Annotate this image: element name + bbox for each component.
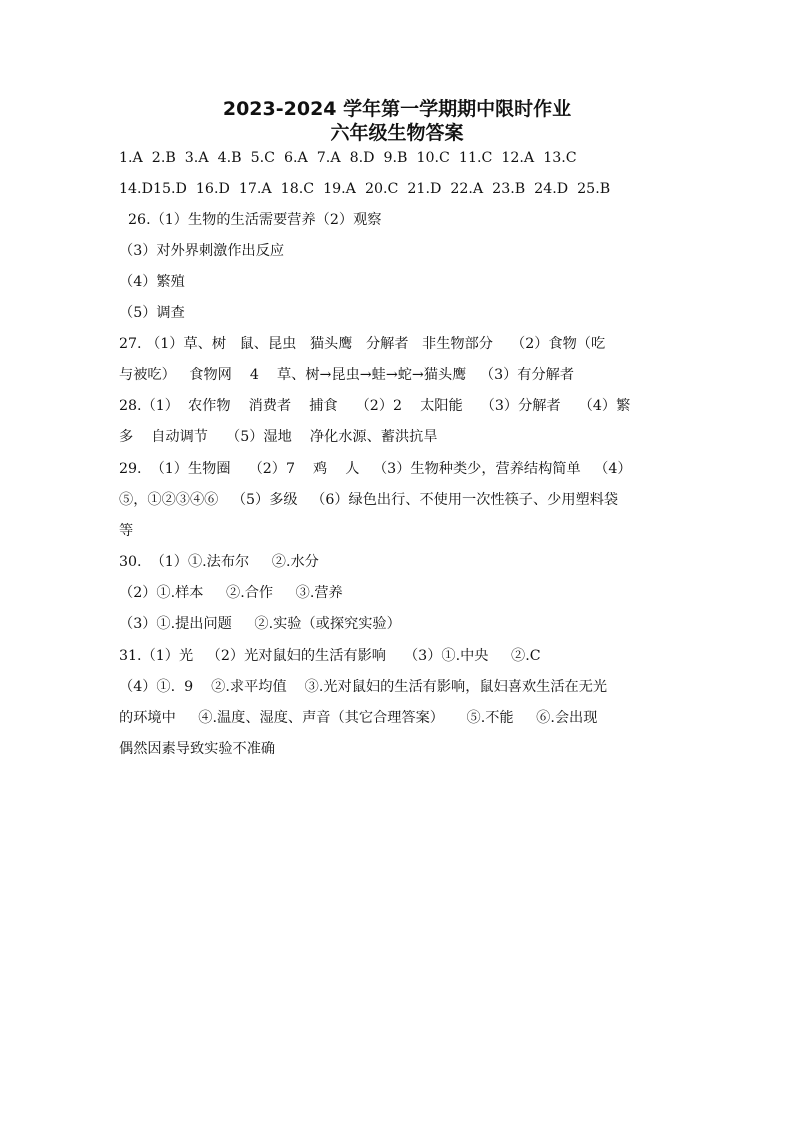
answer-line-choice-1: 1.A 2.B 3.A 4.B 5.C 6.A 7.A 8.D 9.B 10.C 11.C 12.A 13.C [119,150,577,166]
document-subtitle: 六年级生物答案 [330,122,464,144]
answer-line-q29-b: ⑤，①②③④⑥ （5）多级 （6）绿色出行、不使用一次性筷子、少用塑料袋 [119,492,619,508]
answer-line-q30-c: （3）①.提出问题 ②.实验（或探究实验） [119,616,401,632]
answer-line-q28-a: 28.（1） 农作物 消费者 捕食 （2）2 太阳能 （3）分解者 （4）繁 [119,398,631,414]
answer-line-choice-2: 14.D15.D 16.D 17.A 18.C 19.A 20.C 21.D 22.A 23.B 24.D 25.B [119,181,611,197]
answer-line-q30-b: （2）①.样本 ②.合作 ③.营养 [119,585,343,601]
answer-line-q31-b: （4）①. 9 ②.求平均值 ③.光对鼠妇的生活有影响，鼠妇喜欢生活在无光 [119,679,608,695]
document-title: 2023-2024 学年第一学期期中限时作业 [222,98,572,120]
answer-line-q30-a: 30. （1）①.法布尔 ②.水分 [119,554,319,570]
answer-line-q27-a: 27. （1）草、树 鼠、昆虫 猫头鹰 分解者 非生物部分 （2）食物（吃 [119,336,606,352]
answer-line-q26-c: （4）繁殖 [119,274,185,290]
answer-line-q31-c: 的环境中 ④.温度、湿度、声音（其它合理答案） ⑤.不能 ⑥.会出现 [119,710,598,726]
answer-line-q29-c: 等 [119,523,134,539]
answer-line-q27-b: 与被吃） 食物网 4 草、树→昆虫→蛙→蛇→猫头鹰 （3）有分解者 [119,367,575,383]
answer-line-q29-a: 29. （1）生物圈 （2）7 鸡 人 （3）生物种类少，营养结构简单 （4） [119,461,632,477]
answer-line-q26-b: （3）对外界刺激作出反应 [119,243,285,259]
answer-line-q31-d: 偶然因素导致实验不准确 [119,741,276,757]
answer-line-q28-b: 多 自动调节 （5）湿地 净化水源、蓄洪抗旱 [119,429,438,445]
answer-line-q26-a: 26.（1）生物的生活需要营养（2）观察 [119,212,382,228]
answer-line-q26-d: （5）调查 [119,305,185,321]
answer-line-q31-a: 31.（1）光 （2）光对鼠妇的生活有影响 （3）①.中央 ②.C [119,648,541,664]
